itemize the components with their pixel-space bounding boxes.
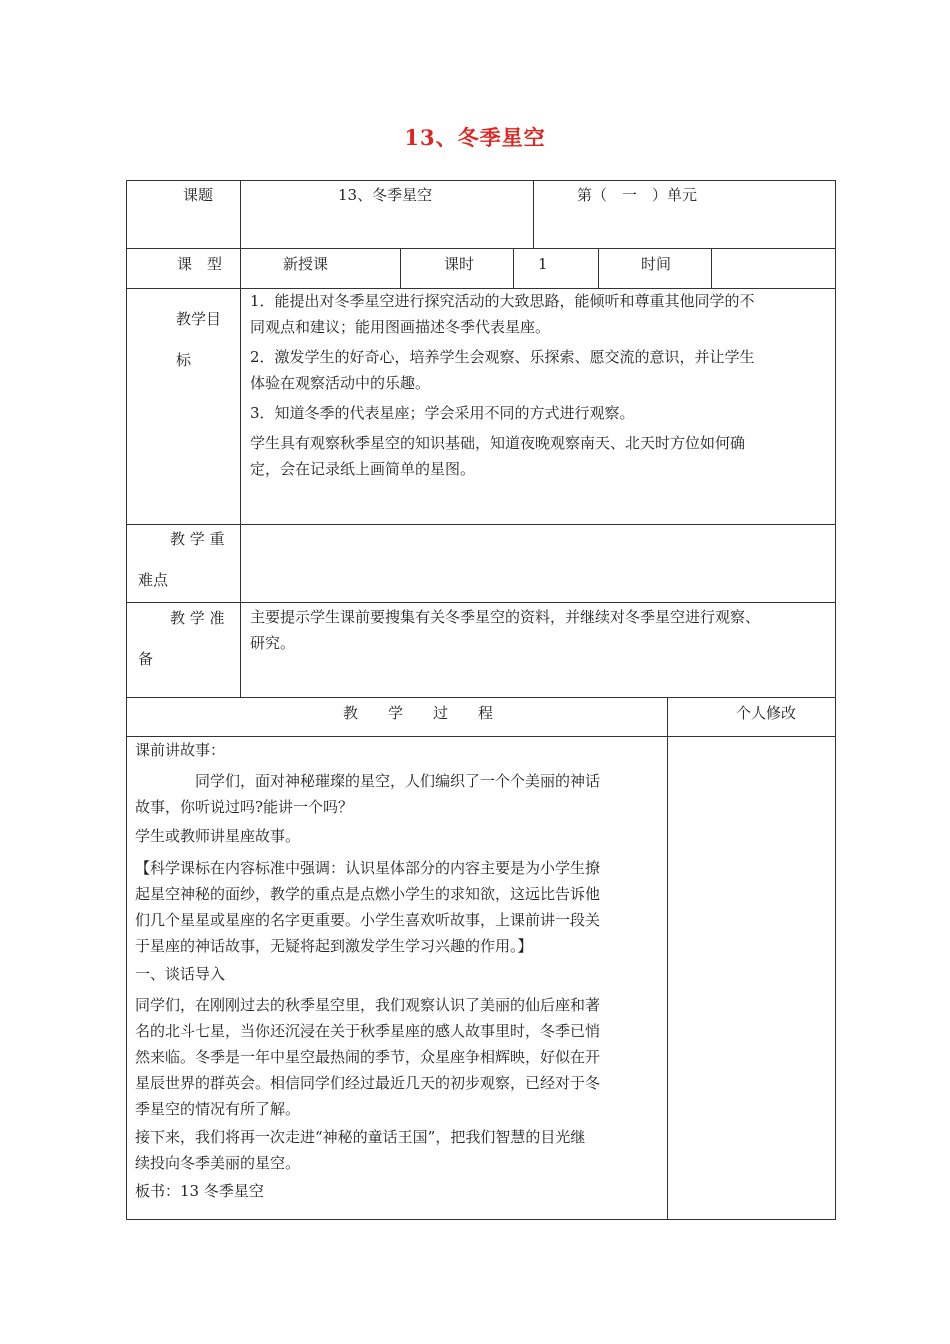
type-value: 新授课 [283,255,329,273]
row-divider [126,524,836,525]
col-divider [240,180,241,697]
objectives-label-cont: 标 [176,351,192,369]
col-divider [667,697,668,1220]
key-points-label-cont: 难点 [138,571,169,589]
col-divider [533,180,534,248]
process-paragraph: 【科学课标在内容标准中强调：认识星体部分的内容主要是为小学生撩 起星空神秘的面纱，教学的重点是点燃小学生的求知欲，这远比告诉他 们几个星星或星座的名字更重要。小学生喜欢听故事，上课前讲一段关 于星座的神话故事，无疑将起到激发学生学习兴趣的作用。】 [135,859,601,955]
col-divider [400,248,401,288]
objective-item: 3．知道冬季的代表星座；学会采用不同的方式进行观察。 [250,404,635,422]
type-label: 课 型 [177,255,223,273]
notes-header: 个人修改 [736,704,797,722]
row-divider [126,697,836,698]
objective-item: 2．激发学生的好奇心，培养学生会观察、乐探索、愿交流的意识，并让学生 体验在观察活动中的乐趣。 [250,348,755,392]
unit-label: 第（ 一 ）单元 [577,186,698,204]
objectives-label: 教学目 [176,310,222,328]
topic-label: 课题 [183,186,214,204]
preparation-content: 主要提示学生课前要搜集有关冬季星空的资料，并继续对冬季星空进行观察、 研究。 [250,608,761,652]
col-divider [711,248,712,288]
process-paragraph: 学生或教师讲星座故事。 [135,827,301,845]
process-paragraph: 板书：13 冬季星空 [135,1182,264,1200]
page-title: 13、冬季星空 [404,125,546,150]
key-points-label: 教 学 重 [170,530,225,548]
col-divider [598,248,599,288]
process-paragraph: 课前讲故事： [135,741,226,759]
process-paragraph: 接下来，我们将再一次走进“神秘的童话王国”，把我们智慧的目光继 续投向冬季美丽的星空。 [135,1128,586,1172]
process-paragraph: 同学们，在刚刚过去的秋季星空里，我们观察认识了美丽的仙后座和著 名的北斗七星，当你还沉浸在关于秋季星座的感人故事里时，冬季已悄 然来临。冬季是一年中星空最热闹的季节，众星座争相辉映，好似在开 星辰世界的群英会。相信同学们经过最近几天的初步观察，已经对于冬 季星空的情况有所了解。 [135,996,601,1118]
preparation-label: 教 学 准 [170,609,225,627]
row-divider [126,736,836,737]
period-label: 课时 [444,255,475,273]
process-header: 教 学 过 程 [343,704,494,722]
time-label: 时间 [641,255,672,273]
objective-item: 1．能提出对冬季星空进行探究活动的大致思路，能倾听和尊重其他同学的不 同观点和建议；能用图画描述冬季代表星座。 [250,292,755,336]
process-paragraph: 一、谈话导入 [135,965,226,983]
objective-item: 学生具有观察秋季星空的知识基础，知道夜晚观察南天、北天时方位如何确 定，会在记录纸上画简单的星图。 [250,434,746,478]
preparation-label-cont: 备 [138,650,154,668]
process-paragraph: 同学们，面对神秘璀璨的星空，人们编织了一个个美丽的神话 故事，你听说过吗?能讲一个吗？ [135,772,601,816]
row-divider [126,602,836,603]
topic-value: 13、冬季星空 [338,186,433,204]
period-value: 1 [538,255,548,273]
row-divider [126,248,836,249]
col-divider [513,248,514,288]
